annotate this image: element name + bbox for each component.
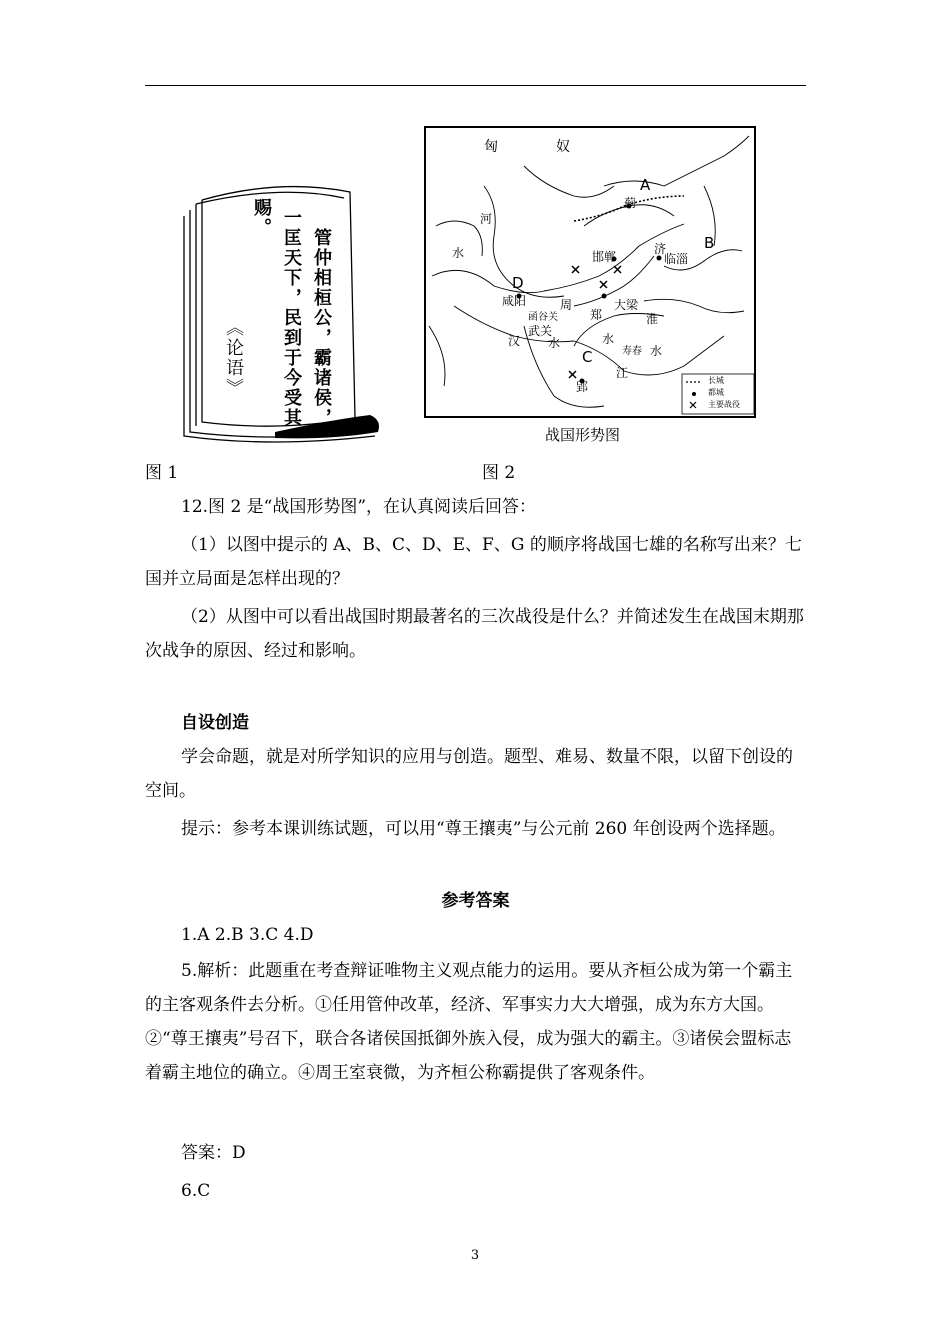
legend-wall: 长城	[708, 376, 724, 385]
label-shui-3: 水	[602, 332, 615, 346]
answers-heading: 参考答案	[441, 891, 510, 911]
label-huai: 淮	[646, 312, 659, 326]
legend-capital: 都城	[708, 388, 724, 397]
legend-battle: 主要战役	[708, 400, 740, 409]
figure-1-scroll	[180, 170, 385, 445]
label-xiongnu-1: 匈	[484, 139, 498, 155]
label-daliang: 大梁	[614, 298, 639, 312]
answer-5-analysis: 5.解析：此题重在考查辩证唯物主义观点能力的运用。要从齐桓公成为第一个霸主的主客观条件去分析。①任用管仲改革，经济、军事实力大大增强，成为东方大国。②“尊王攘夷”号召下，联合各诸侯国抵御外族入侵，成为强大的霸主。③诸侯会盟标志着霸主地位的确立。④周王室衰微，为齐桓公称霸提供了客观条件。	[145, 961, 793, 1083]
answer-6: 6.C	[181, 1181, 211, 1201]
scroll-column-1: 管仲相桓公，霸诸侯，	[311, 228, 332, 428]
label-zheng: 郑	[590, 308, 603, 322]
question-12-part-2: （2）从图中可以看出战国时期最著名的三次战役是什么？并简述发生在战国末期那次战争的原因、经过和影响。	[145, 607, 804, 661]
label-shui-4: 水	[650, 344, 663, 358]
label-hanguguan: 函谷关	[528, 312, 558, 323]
scroll-column-3: 赐。	[251, 198, 272, 238]
label-C: C	[582, 348, 593, 366]
label-shui-2: 水	[548, 336, 561, 350]
label-handan: 邯郸	[592, 250, 617, 264]
label-B: B	[704, 234, 715, 252]
label-zhou: 周	[560, 298, 573, 312]
figure-2-caption: 图 2	[482, 463, 516, 483]
label-shouchun: 寿春	[622, 346, 642, 357]
label-wuguan: 武关	[528, 324, 553, 338]
map-title: 战国形势图	[545, 426, 621, 444]
page-number: 3	[470, 1248, 480, 1263]
self-design-heading: 自设创造	[181, 713, 249, 733]
label-A: A	[640, 176, 651, 194]
figure-2-map	[424, 126, 758, 418]
self-design-para-1: 学会命题，就是对所学知识的应用与创造。题型、难易、数量不限，以留下创设的空间。	[145, 747, 793, 801]
label-shui-1: 水	[452, 246, 465, 260]
scroll-source: 《论语》	[223, 318, 244, 398]
figure-1-caption: 图 1	[145, 463, 179, 483]
self-design-para-2: 提示：参考本课训练试题，可以用“尊王攘夷”与公元前 260 年创设两个选择题。	[181, 819, 786, 839]
label-xianyang: 咸阳	[502, 294, 527, 308]
question-12-part-1: （1）以图中提示的 A、B、C、D、E、F、G 的顺序将战国七雄的名称写出来？七国并立局面是怎样出现的？	[145, 535, 802, 589]
answer-5-result: 答案：D	[181, 1143, 246, 1163]
question-12-stem: 12.图 2 是“战国形势图”，在认真阅读后回答：	[181, 497, 537, 517]
label-linzi: 临淄	[664, 252, 689, 266]
label-D: D	[512, 274, 524, 292]
label-han: 汉	[508, 334, 521, 348]
label-jiang: 江	[616, 366, 629, 380]
header-rule	[145, 85, 806, 86]
label-ji: 蓟	[624, 196, 637, 210]
label-xiongnu-2: 奴	[556, 139, 570, 155]
scroll-column-2: 一匡天下，民到于今受其	[281, 208, 302, 428]
answers-line-1: 1.A 2.B 3.C 4.D	[181, 925, 314, 945]
label-ying: 郢	[576, 380, 589, 394]
label-ji-river: 济	[654, 242, 667, 256]
label-he: 河	[480, 212, 493, 226]
